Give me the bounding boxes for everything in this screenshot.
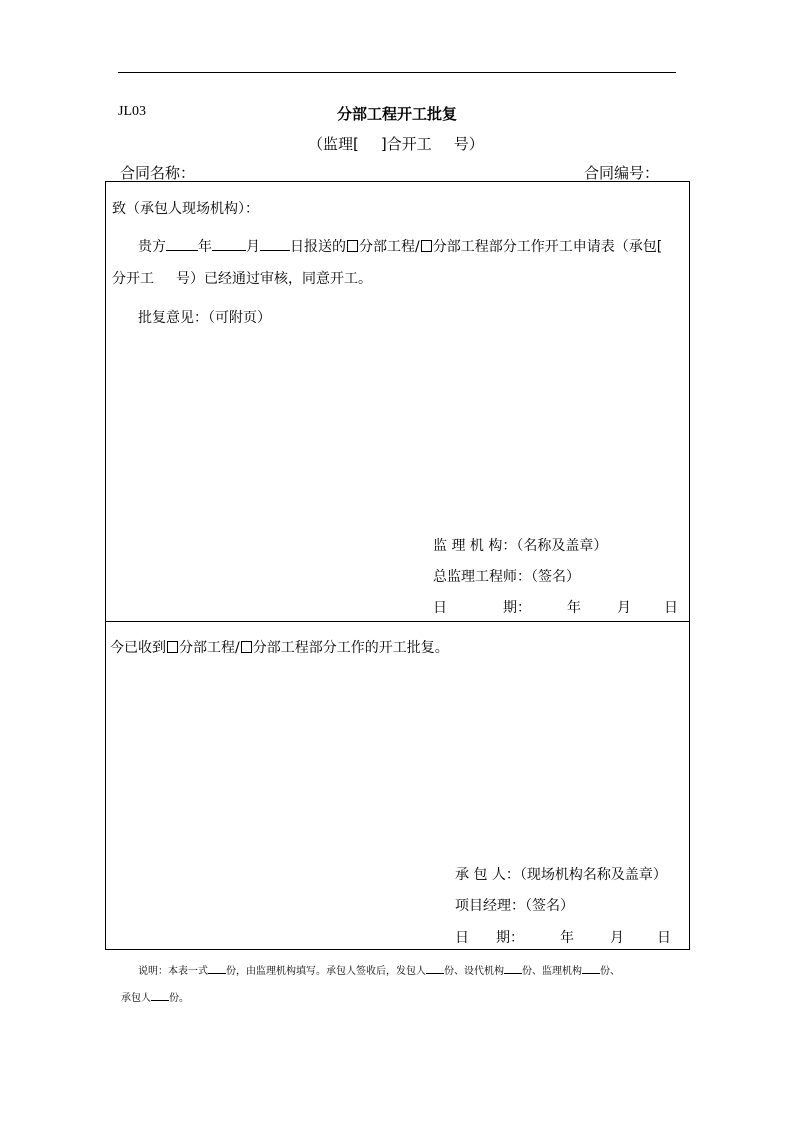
footnote-text-a: 说明：本表一式 xyxy=(138,966,208,977)
checkbox-icon[interactable] xyxy=(241,641,252,653)
subtitle-suffix: 号） xyxy=(453,135,484,153)
footnote-text-d: 份、监理机构 xyxy=(522,966,582,977)
document-subtitle xyxy=(308,133,484,154)
receipt-text-a: 今已收到 xyxy=(110,640,166,656)
receipt-section xyxy=(105,621,690,950)
approval-line-1 xyxy=(138,236,662,256)
footnote-text-b: 份，由监理机构填写。承包人签收后，发包人 xyxy=(226,966,426,977)
addressee-label: 致（承包人现场机构）： xyxy=(112,201,259,217)
approval-date-month: 月 xyxy=(617,600,631,616)
opinion-label: 批复意见：（可附页） xyxy=(138,310,271,326)
copies-blank[interactable] xyxy=(151,990,169,1001)
footnote-text-e: 份、 xyxy=(600,966,620,977)
footnote-line-2 xyxy=(121,989,189,1004)
form-code: JL03 xyxy=(118,104,146,119)
footnote-text-g: 份。 xyxy=(169,993,189,1004)
subtitle-middle: ]合开工 xyxy=(380,135,432,153)
approval-date-year: 年 xyxy=(567,600,581,616)
line2-text-a: 分开工 xyxy=(112,271,154,287)
document-title: 分部工程开工批复 xyxy=(336,105,457,123)
copies-blank[interactable] xyxy=(426,963,444,974)
receipt-text-c: 分部工程部分工作的开工批复。 xyxy=(252,640,449,656)
line1-year: 年 xyxy=(198,239,212,255)
line1-text-d: 分部工程部分工作开工申请表（承包[ xyxy=(432,239,663,255)
chief-engineer-label: 总监理工程师：（签名） xyxy=(433,569,580,585)
receipt-date-month: 月 xyxy=(610,930,624,946)
checkbox-icon[interactable] xyxy=(167,641,178,653)
line1-text-c: 分部工程/ xyxy=(359,239,420,255)
top-rule xyxy=(118,72,676,73)
project-manager-label: 项目经理：（签名） xyxy=(455,898,574,914)
footnote-text-f: 承包人 xyxy=(121,993,151,1004)
approval-date-period-label: 期： xyxy=(503,600,531,616)
line1-text-b: 日报送的 xyxy=(290,239,346,255)
supervision-org-label: 监 理 机 构：（名称及盖章） xyxy=(433,538,608,554)
receipt-date-year: 年 xyxy=(560,930,574,946)
copies-blank[interactable] xyxy=(504,963,522,974)
approval-date-day-label: 日 xyxy=(433,600,447,616)
checkbox-icon[interactable] xyxy=(347,240,358,252)
receipt-date-day-label: 日 xyxy=(455,930,469,946)
subtitle-prefix: （监理[ xyxy=(308,135,359,153)
approval-line-2 xyxy=(112,268,372,288)
approval-date-day: 日 xyxy=(664,600,678,616)
copies-blank[interactable] xyxy=(582,963,600,974)
month-blank[interactable] xyxy=(212,237,246,251)
receipt-text-b: 分部工程/ xyxy=(179,640,240,656)
line2-text-b: 号）已经通过审核，同意开工。 xyxy=(176,271,372,287)
contractor-label: 承 包 人：（现场机构名称及盖章） xyxy=(455,867,667,883)
line1-month: 月 xyxy=(246,239,260,255)
year-blank[interactable] xyxy=(166,237,198,251)
contract-name-label: 合同名称： xyxy=(120,164,196,182)
checkbox-icon[interactable] xyxy=(421,240,432,252)
receipt-date-period-label: 期： xyxy=(496,930,524,946)
footnote-line-1 xyxy=(138,962,620,977)
footnote-text-c: 份、设代机构 xyxy=(444,966,504,977)
receipt-date-day: 日 xyxy=(657,930,671,946)
receipt-statement xyxy=(110,637,449,657)
day-blank[interactable] xyxy=(260,237,290,251)
contract-number-label: 合同编号： xyxy=(584,164,660,182)
copies-blank[interactable] xyxy=(208,963,226,974)
line1-text-a: 贵方 xyxy=(138,239,166,255)
